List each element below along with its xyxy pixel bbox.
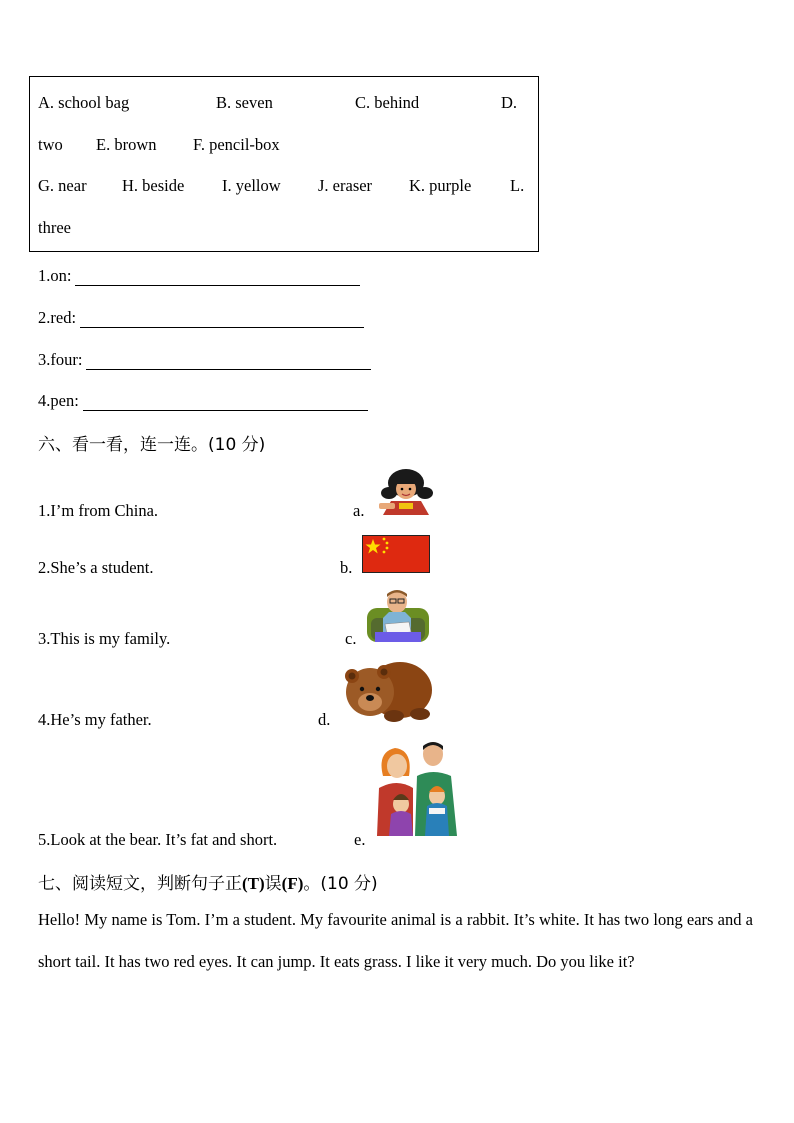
match-letter-c: c. (345, 629, 357, 648)
option-g: G. near (38, 176, 87, 195)
option-d-label: D. (501, 93, 518, 112)
blank-line-2 (38, 308, 364, 328)
option-e: E. brown (96, 135, 157, 154)
family-icon (373, 740, 461, 838)
match-sentence-4: 4.He’s my father. (38, 710, 152, 729)
blank-label-4: 4.pen: (38, 391, 79, 410)
match-sentence-1: 1.I’m from China. (38, 501, 159, 520)
bear-icon (342, 656, 434, 722)
section-7-title-middle: 误 (264, 874, 282, 894)
answer-blank-2[interactable] (80, 313, 364, 328)
blank-label-3: 3.four: (38, 350, 83, 369)
match-sentence-3: 3.This is my family. (38, 629, 171, 648)
section-7-title-prefix: 七、阅读短文，判断句子正 (38, 874, 242, 894)
option-l-label: L. (510, 176, 525, 195)
answer-blank-3[interactable] (86, 355, 371, 370)
section-7-title (38, 869, 378, 894)
match-letter-d: d. (318, 710, 331, 729)
girl-icon (375, 467, 437, 517)
option-b: B. seven (216, 93, 273, 112)
section-7-title-suffix: 。(10 分) (303, 874, 378, 894)
blank-label-1: 1.on: (38, 266, 72, 285)
match-letter-e: e. (354, 830, 366, 849)
reading-passage: Hello! My name is Tom. I’m a student. My favourite animal is a rabbit. It’s white. It has two long ears and a short tail. It has two red eyes. It can jump. It eats grass. I like it very much. Do you like it? (38, 910, 753, 971)
section-7-false-mark: (F) (281, 874, 304, 893)
option-k: K. purple (409, 176, 472, 195)
word-options-box (29, 76, 539, 252)
blank-line-1 (38, 266, 360, 286)
option-d-word: two (38, 135, 63, 154)
option-h: H. beside (122, 176, 185, 195)
section-6-title: 六、看一看，连一连。(10 分) (38, 435, 266, 455)
blank-label-2: 2.red: (38, 308, 77, 327)
option-i: I. yellow (222, 176, 281, 195)
option-c: C. behind (355, 93, 420, 112)
blank-line-4 (38, 391, 368, 411)
china-flag-icon (362, 535, 430, 573)
option-a: A. school bag (38, 93, 130, 112)
match-sentence-2: 2.She’s a student. (38, 558, 154, 577)
answer-blank-1[interactable] (75, 271, 360, 286)
match-sentence-5: 5.Look at the bear. It’s fat and short. (38, 830, 278, 849)
father-reading-icon (365, 588, 431, 644)
answer-blank-4[interactable] (83, 396, 368, 411)
option-j: J. eraser (318, 176, 373, 195)
option-l-word: three (38, 218, 71, 237)
blank-line-3 (38, 350, 371, 370)
option-f: F. pencil-box (193, 135, 280, 154)
match-letter-b: b. (340, 558, 353, 577)
match-letter-a: a. (353, 501, 365, 520)
section-7-true-mark: (T) (242, 874, 265, 893)
